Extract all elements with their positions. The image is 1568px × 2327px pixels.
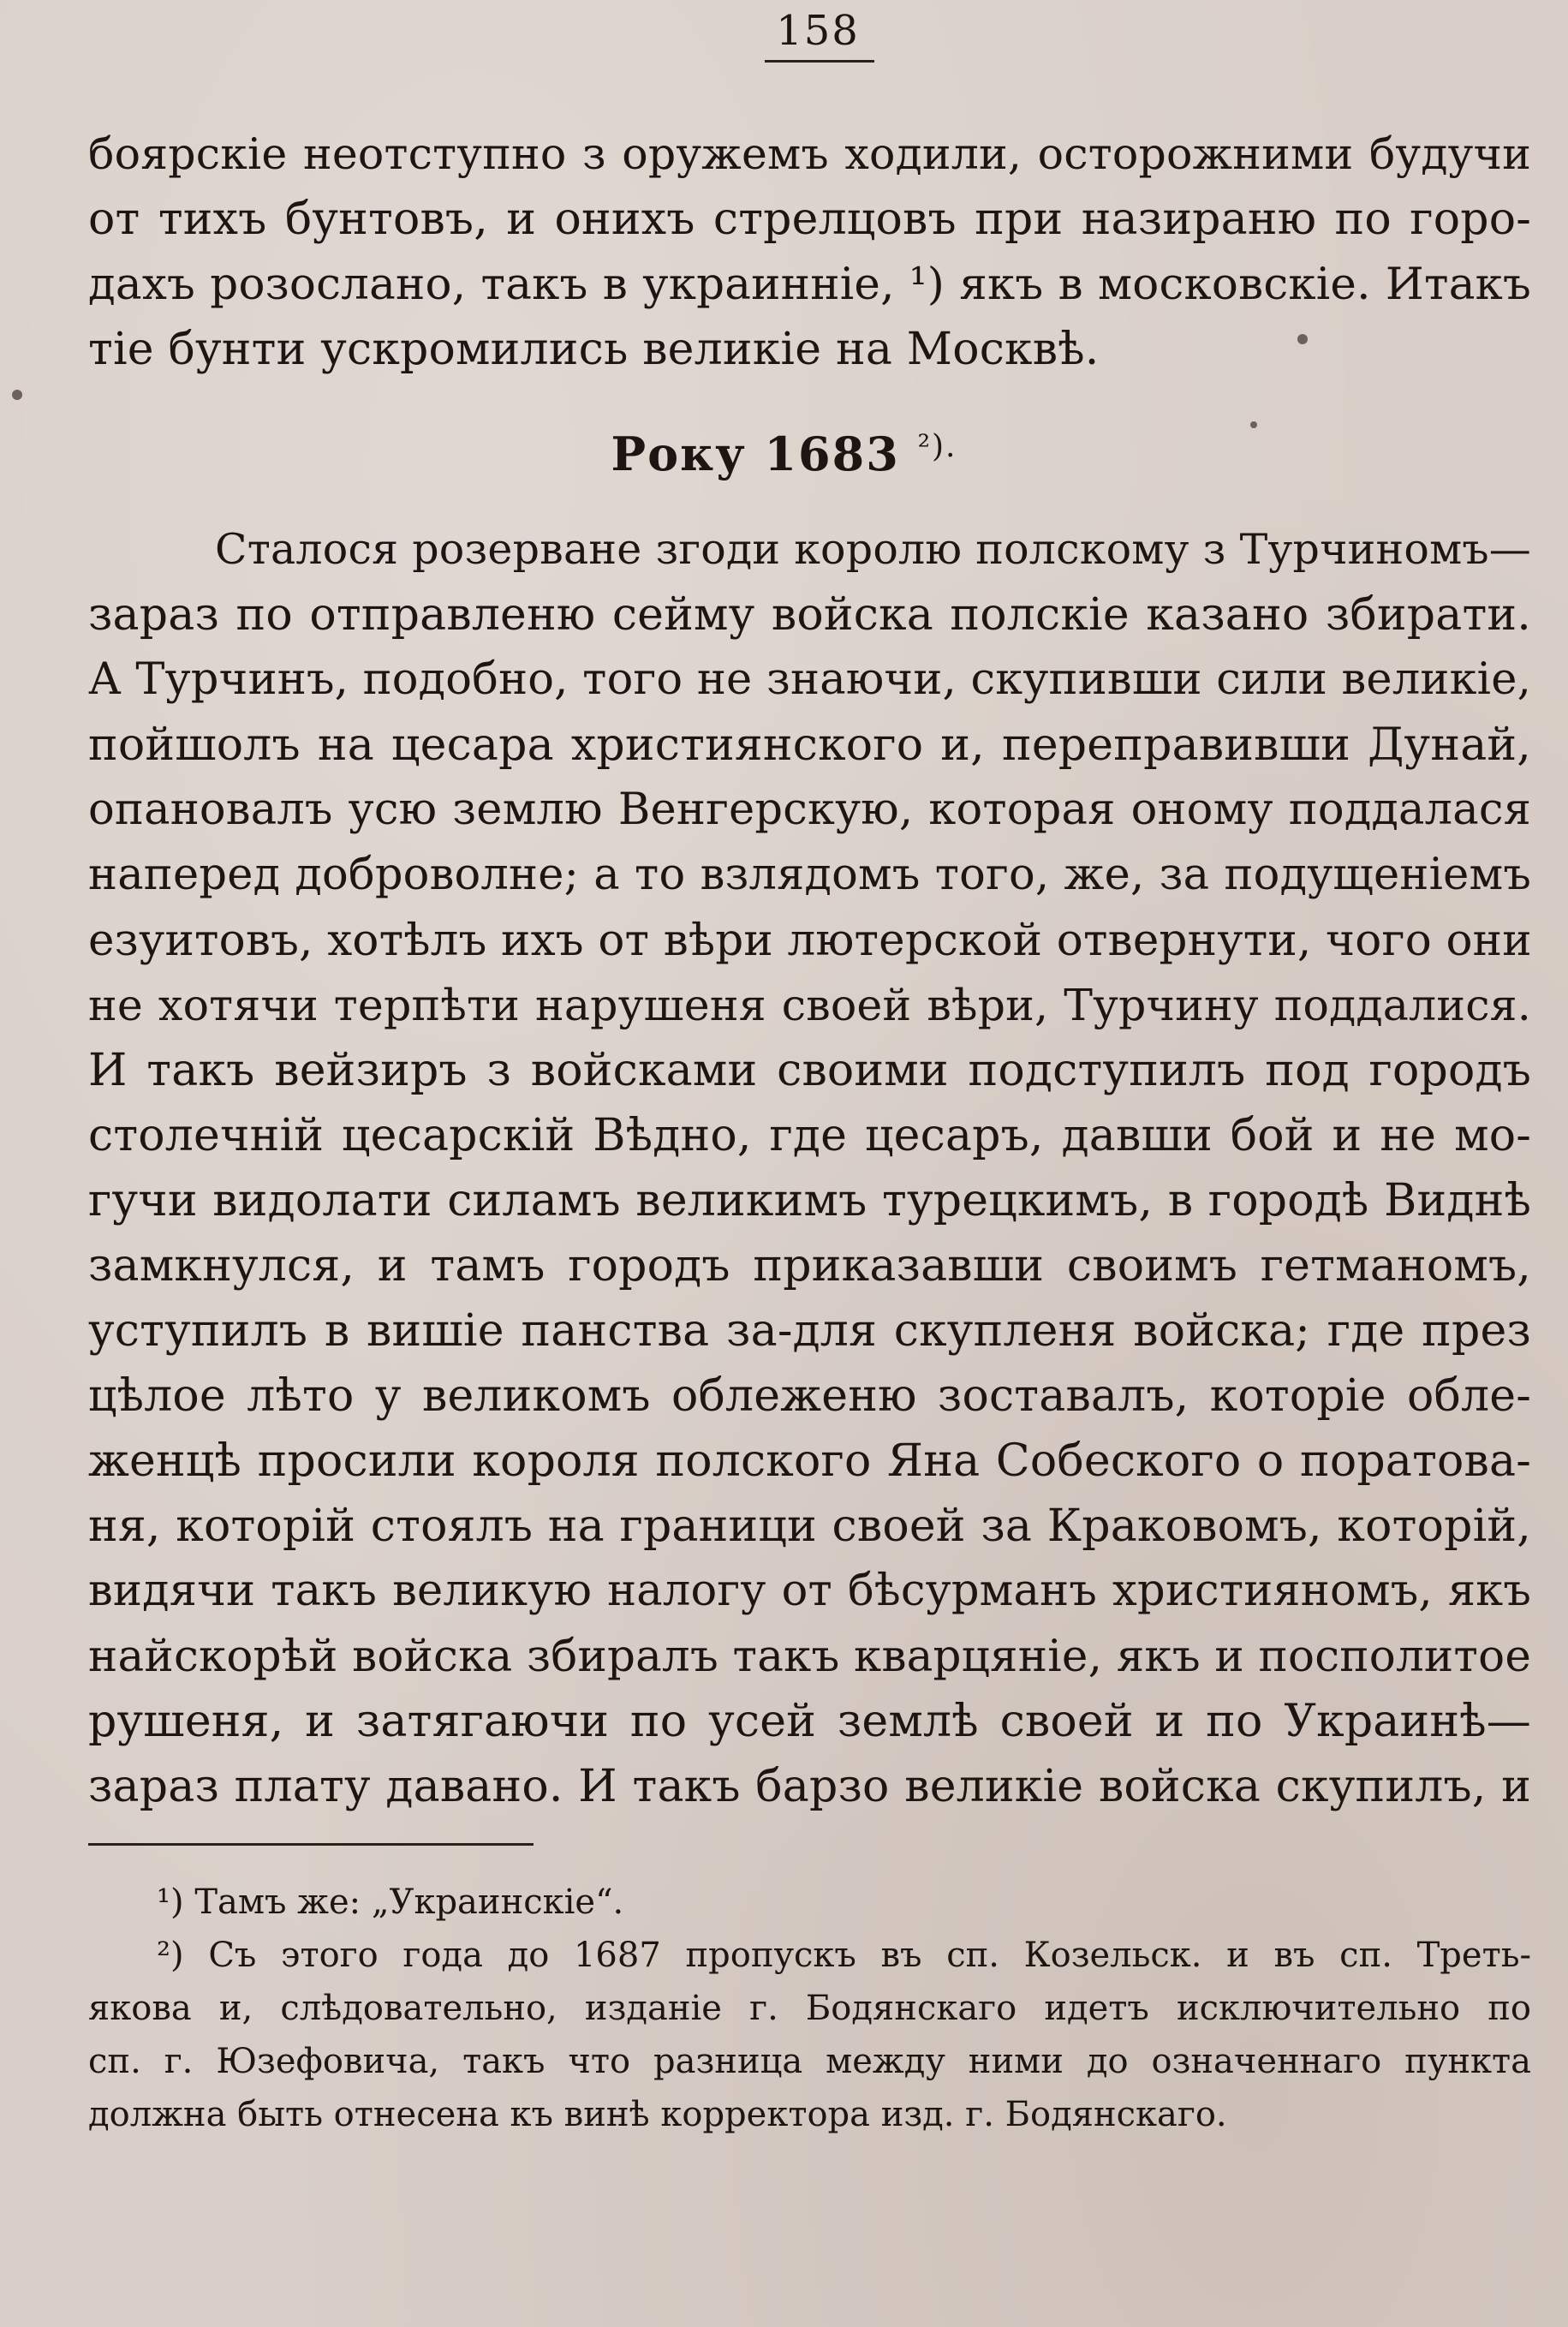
text-line: замкнулся, и тамъ городъ приказавши своимъ гетманомъ, xyxy=(88,1240,1531,1292)
page-number-underline xyxy=(765,60,874,63)
text-line: столечній цесарскій Вѣдно, где цесаръ, давши бой и не мо- xyxy=(88,1110,1531,1161)
text-line: опановалъ усю землю Венгерскую, которая оному поддалася xyxy=(88,785,1531,835)
paper-speck xyxy=(12,390,22,400)
footnote-line: ²) Съ этого года до 1687 пропускъ въ сп. Козельск. и въ сп. Треть- xyxy=(157,1936,1531,1975)
text-line: зараз по отправленю сейму войска полскіе казано збирати. xyxy=(88,589,1531,641)
main-paragraph xyxy=(88,517,1531,1819)
section-heading xyxy=(0,415,1568,486)
footnote-line: сп. г. Юзефовича, такъ что разница между ними до означеннаго пункта xyxy=(88,2042,1531,2081)
section-heading-text: Року 1683 xyxy=(611,427,900,481)
text-line: гучи видолати силамъ великимъ турецкимъ, в городѣ Виднѣ xyxy=(88,1175,1531,1226)
text-line: боярскіе неотступно з оружемъ ходили, осторожними будучи xyxy=(88,128,1531,179)
footnote-divider xyxy=(88,1843,534,1846)
text-line: наперед доброволне; а то взлядомъ того, же, за подущеніемъ xyxy=(88,850,1531,900)
text-line: Сталося розерване згоди королю полскому з Турчиномъ— xyxy=(215,525,1531,574)
text-line: езуитовъ, хотѣлъ ихъ от вѣри лютерской отвернути, чого они xyxy=(88,915,1532,966)
footnote-line: ¹) Тамъ же: „Украинскіе“. xyxy=(157,1882,624,1922)
section-heading-footnote-ref: ²). xyxy=(917,429,957,464)
text-line: от тихъ бунтовъ, и онихъ стрелцовъ при назираню по горо- xyxy=(88,194,1531,245)
footnote-line: должна быть отнесена къ винѣ корректора изд. г. Бодянскаго. xyxy=(88,2095,1227,2134)
text-line: женцѣ просили короля полского Яна Собеского о поратова- xyxy=(88,1435,1531,1487)
continuation-text xyxy=(88,122,1531,382)
text-line: рушеня, и затягаючи по усей землѣ своей и по Украинѣ— xyxy=(88,1696,1531,1747)
text-line: видячи такъ великую налогу от бѣсурманъ християномъ, якъ xyxy=(88,1566,1531,1616)
text-line: найскорѣй войска збиралъ такъ кварцяніе, якъ и посполитое xyxy=(88,1631,1531,1682)
footnotes xyxy=(88,1876,1531,2141)
text-line: тіе бунти ускромились великіе на Москвѣ. xyxy=(88,324,1100,375)
page-number: 158 xyxy=(776,7,860,55)
text-line: ня, которій стоялъ на граници своей за Краковомъ, которій, xyxy=(88,1501,1531,1552)
paper-speck xyxy=(1250,421,1257,428)
text-line: пойшолъ на цесара християнского и, переправивши Дунай, xyxy=(88,719,1531,771)
text-line: цѣлое лѣто у великомъ облеженю зоставалъ, которіе обле- xyxy=(88,1370,1531,1422)
text-line: не хотячи терпѣти нарушеня своей вѣри, Турчину поддалися. xyxy=(88,980,1531,1030)
text-line: уступилъ в вишіе панства за-для скупленя войска; где през xyxy=(88,1305,1531,1357)
text-line: дахъ розослано, такъ в украинніе, ¹) якъ в московскіе. Итакъ xyxy=(88,259,1531,310)
text-line: А Турчинъ, подобно, того не знаючи, скупивши сили великіе, xyxy=(88,654,1531,705)
footnote-line: якова и, слѣдовательно, изданіе г. Бодянскаго идетъ исключительно по xyxy=(88,1989,1531,2028)
text-line: зараз плату давано. И такъ барзо великіе войска скупилъ, и xyxy=(88,1761,1531,1812)
paper-speck xyxy=(1297,334,1308,344)
text-line: И такъ вейзиръ з войсками своими подступилъ под городъ xyxy=(88,1045,1531,1096)
